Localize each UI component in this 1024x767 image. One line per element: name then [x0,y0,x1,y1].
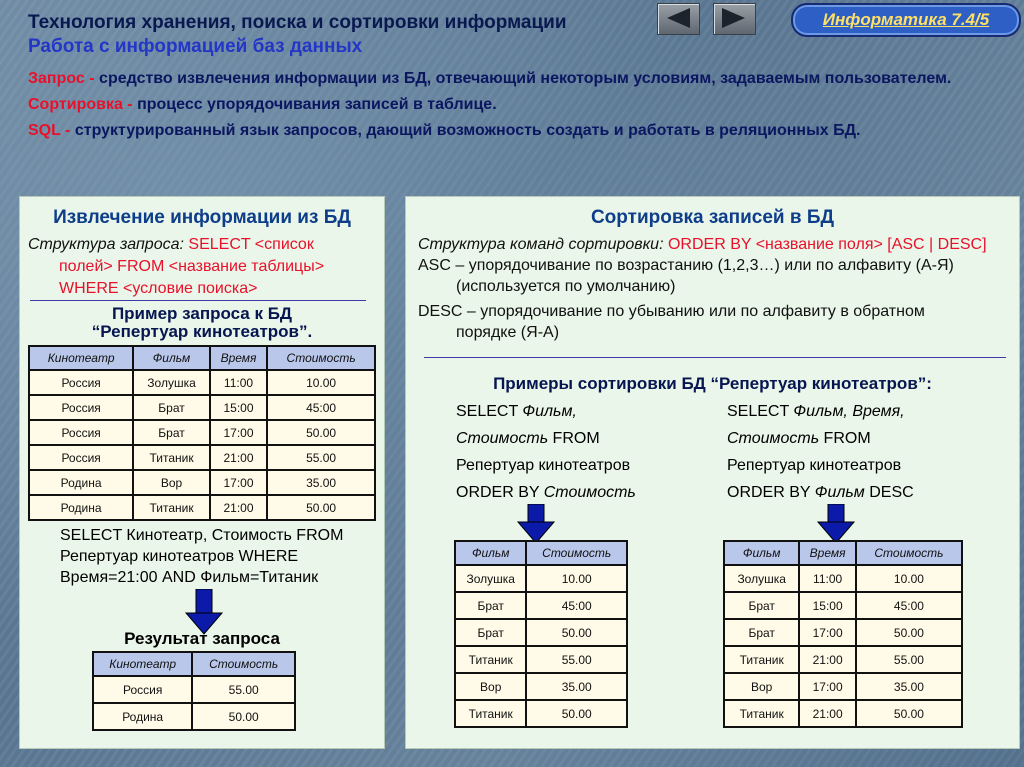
definitions [28,68,998,146]
table-cell: 15:00 [210,395,267,420]
table-cell: Брат [724,619,799,646]
definition-sort [28,94,998,115]
table-cell: 35.00 [526,673,627,700]
code-keyword: FROM [548,430,600,447]
down-arrow-icon [816,504,856,544]
result-table [92,651,296,731]
table-cell: 50.00 [267,420,375,445]
prev-slide-button[interactable] [657,3,700,35]
table-cell: Титаник [133,445,210,470]
table-cell: Вор [455,673,526,700]
table-cell: Брат [455,619,526,646]
table-cell: 45:00 [856,592,962,619]
table-cell: Родина [29,495,133,520]
table-row [724,592,962,619]
table-cell: Россия [93,676,192,703]
table-cell: 21:00 [799,700,856,727]
example-title-line1: Пример запроса к БД [111,304,293,323]
table-cell: Титаник [455,646,526,673]
table-cell: Брат [455,592,526,619]
code-keyword: ORDER BY [727,484,815,501]
query-structure-line2: полей> FROM <название таблицы> [59,258,325,275]
desc-line1: DESC – упорядочивание по убыванию или по алфавиту в обратном [418,303,925,320]
page-subtitle: Работа с информацией баз данных [28,36,363,57]
sorting-panel-title: Сортировка записей в БД [590,207,835,228]
table-cell: Титаник [133,495,210,520]
table-cell: 55.00 [856,646,962,673]
table-header-row [93,652,295,676]
example-query-line1: SELECT Кинотеатр, Стоимость FROM [60,527,344,544]
code-field: Стоимость [727,430,820,447]
sort-result-table-2 [723,540,963,728]
table-row [29,395,375,420]
table-cell: Титаник [455,700,526,727]
result-title: Результат запроса [124,629,280,648]
query-structure-line1: SELECT <список [188,236,314,253]
example-query-line3: Время=21:00 AND Фильм=Титаник [60,569,319,586]
table-cell: 45:00 [526,592,627,619]
table-header-row [29,346,375,370]
code-field: Фильм, [522,403,577,420]
next-slide-button[interactable] [713,3,756,35]
examples-title: Примеры сортировки БД “Репертуар кинотеатров”: [493,374,932,393]
definition-term: Запрос - [28,70,100,87]
table-cell: 15:00 [799,592,856,619]
code-table-name: Репертуар кинотеатров [456,457,631,474]
column-header: Стоимость [526,541,627,565]
table-row [29,470,375,495]
sort-example-2 [727,398,1012,506]
table-cell: 21:00 [799,646,856,673]
table-cell: Россия [29,395,133,420]
column-header: Стоимость [267,346,375,370]
table-row [93,703,295,730]
table-cell: Родина [93,703,192,730]
extraction-panel [19,196,385,749]
code-keyword: SELECT [456,403,523,420]
table-cell: 50.00 [856,700,962,727]
table-row [29,495,375,520]
code-keyword: FROM [819,430,871,447]
table-cell: 35.00 [267,470,375,495]
table-cell: 35.00 [856,673,962,700]
table-cell: 50.00 [526,619,627,646]
column-header: Кинотеатр [29,346,133,370]
table-header-row [724,541,962,565]
table-row [29,370,375,395]
definition-text: структурированный язык запросов, дающий возможность создать и работать в реляционных БД. [74,122,861,139]
table-cell: Брат [724,592,799,619]
table-cell: 11:00 [210,370,267,395]
table-cell: 11:00 [799,565,856,592]
definition-term: SQL - [28,122,75,139]
sort-result-table-1 [454,540,628,728]
table-cell: 10.00 [526,565,627,592]
divider [30,300,366,301]
desc-line2: порядке (Я-А) [456,324,560,341]
table-row [93,676,295,703]
example-query-line2: Репертуар кинотеатров WHERE [60,548,299,565]
table-cell: 50.00 [526,700,627,727]
column-header: Кинотеатр [93,652,192,676]
sorting-panel [405,196,1020,749]
example-title [20,305,384,341]
table-row [29,445,375,470]
asc-line2: (используется по умолчанию) [456,278,676,295]
table-row [455,619,627,646]
cinema-table [28,345,376,521]
table-cell: Титаник [724,700,799,727]
table-row [455,646,627,673]
example-title-line2: “Репертуар кинотеатров”. [91,322,313,341]
table-cell: 17:00 [799,619,856,646]
table-cell: Брат [133,420,210,445]
column-header: Фильм [724,541,799,565]
sort-structure-value: ORDER BY <название поля> [ASC | DESC] [667,236,987,253]
code-table-name: Репертуар кинотеатров [727,457,902,474]
divider [424,357,1006,358]
table-cell: 45:00 [267,395,375,420]
code-keyword: DESC [864,484,914,501]
table-cell: Вор [724,673,799,700]
page-title: Технология хранения, поиска и сортировки информации [28,12,567,33]
table-cell: Россия [29,370,133,395]
sort-structure [418,234,1014,343]
table-cell: 21:00 [210,495,267,520]
asc-line1: ASC – упорядочивание по возрастанию (1,2,3…) или по алфавиту (А-Я) [418,257,954,274]
table-row [724,619,962,646]
table-cell: 21:00 [210,445,267,470]
table-cell: Россия [29,445,133,470]
course-badge-link[interactable]: Информатика 7.4/5 [791,3,1021,37]
column-header: Фильм [133,346,210,370]
code-keyword: SELECT [727,403,794,420]
table-cell: 10.00 [856,565,962,592]
sort-structure-label: Структура команд сортировки: [418,236,664,253]
table-cell: Золушка [133,370,210,395]
table-row [455,565,627,592]
table-row [724,673,962,700]
definition-text: средство извлечения информации из БД, отвечающий некоторым условиям, задаваемым пользователем. [99,70,952,87]
definition-sql [28,120,998,141]
table-row [29,420,375,445]
definition-term: Сортировка - [28,96,138,113]
table-cell: 50.00 [267,495,375,520]
table-cell: 55.00 [267,445,375,470]
column-header: Стоимость [192,652,295,676]
table-row [724,565,962,592]
table-header-row [455,541,627,565]
code-field: Стоимость [543,484,636,501]
code-keyword: ORDER BY [456,484,544,501]
table-cell: 10.00 [267,370,375,395]
query-structure-label: Структура запроса: [28,236,184,253]
table-cell: Брат [133,395,210,420]
table-cell: Вор [133,470,210,495]
down-arrow-icon [516,504,556,544]
table-row [455,673,627,700]
definition-text: процесс упорядочивания записей в таблице. [137,96,497,113]
table-row [724,646,962,673]
example-query [60,525,380,588]
column-header: Стоимость [856,541,962,565]
column-header: Время [799,541,856,565]
table-row [455,700,627,727]
code-field: Фильм, Время, [793,403,905,420]
query-structure [28,234,378,300]
table-cell: 17:00 [210,420,267,445]
table-row [455,592,627,619]
table-cell: 50.00 [192,703,295,730]
table-cell: Родина [29,470,133,495]
extraction-panel-title: Извлечение информации из БД [53,207,351,228]
code-field: Фильм [814,484,865,501]
table-cell: Титаник [724,646,799,673]
table-cell: 17:00 [210,470,267,495]
table-cell: Золушка [455,565,526,592]
table-cell: 55.00 [192,676,295,703]
table-cell: 50.00 [856,619,962,646]
column-header: Время [210,346,267,370]
code-field: Стоимость [456,430,549,447]
definition-query [28,68,998,89]
table-cell: Золушка [724,565,799,592]
table-cell: Россия [29,420,133,445]
query-structure-line3: WHERE <условие поиска> [59,280,258,297]
table-row [724,700,962,727]
table-cell: 55.00 [526,646,627,673]
table-cell: 17:00 [799,673,856,700]
sort-example-1 [456,398,726,506]
column-header: Фильм [455,541,526,565]
